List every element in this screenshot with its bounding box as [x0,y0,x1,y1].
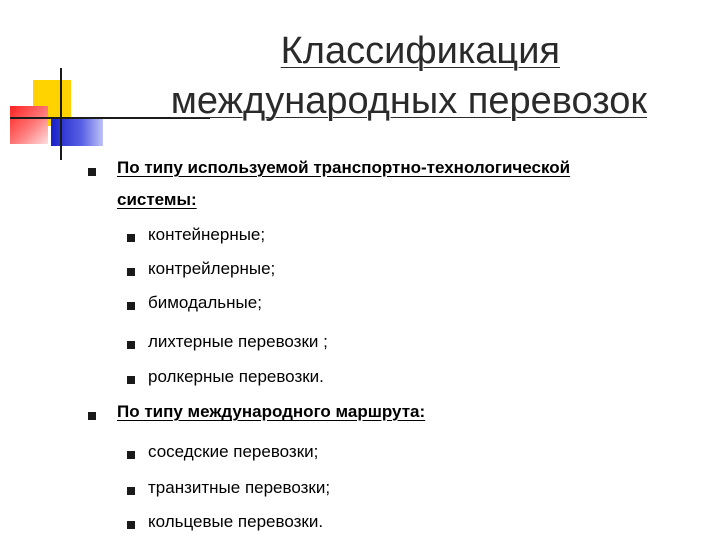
slide-title-line2: международных перевозок [170,80,647,122]
list-item: транзитные перевозки; [148,478,331,497]
square-bullet-icon [127,451,135,459]
slide-title-line1: Классификация [280,30,560,72]
square-bullet-icon [127,341,135,349]
square-bullet-icon [88,412,96,420]
square-bullet-icon [127,487,135,495]
list-item: контейнерные; [148,225,266,244]
list-item: кольцевые перевозки. [148,512,324,531]
decor-vertical-line [60,68,62,160]
slide-title [100,26,690,126]
list-item: лихтерные перевозки ; [148,332,328,351]
section-heading: По типу международного маршрута: [117,402,426,421]
square-bullet-icon [127,521,135,529]
section-heading: По типу используемой транспортно-технологической [117,158,571,177]
decor-blue-square [51,118,103,146]
list-item: контрейлерные; [148,259,276,278]
square-bullet-icon [127,376,135,384]
list-item: бимодальные; [148,293,262,312]
list-item: соседские перевозки; [148,442,319,461]
decor-red-square [10,106,48,144]
section-heading-cont: системы: [117,190,197,209]
square-bullet-icon [88,168,96,176]
square-bullet-icon [127,302,135,310]
list-item: ролкерные перевозки. [148,367,324,386]
square-bullet-icon [127,268,135,276]
square-bullet-icon [127,234,135,242]
